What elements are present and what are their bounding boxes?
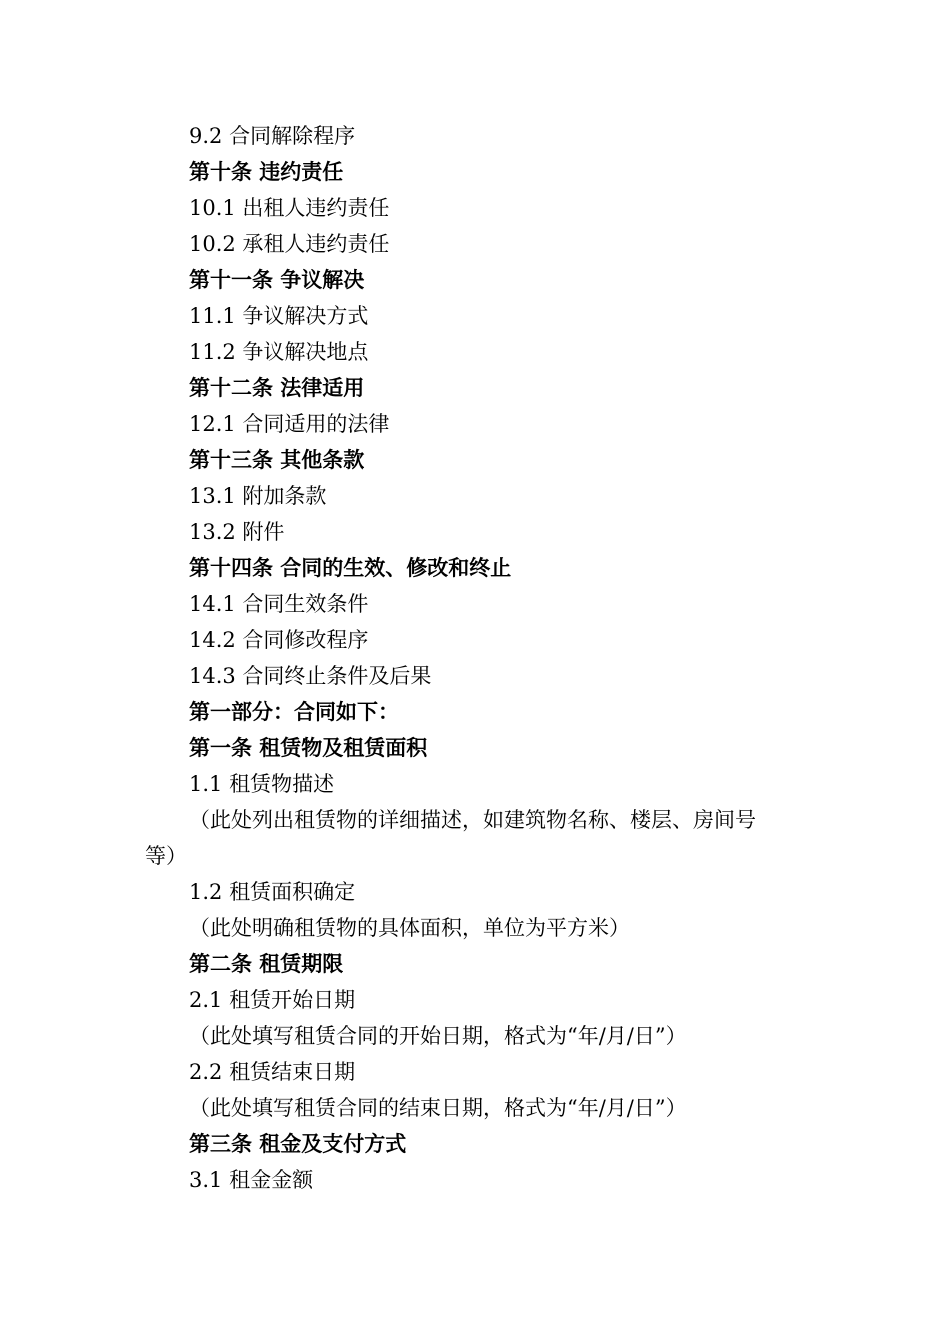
clause-item: 2.2 租赁结束日期 [189,1060,356,1084]
clause-item: 14.2 合同修改程序 [189,628,369,652]
clause-item: 14.1 合同生效条件 [189,592,369,616]
clause-item: 13.1 附加条款 [189,484,327,508]
clause-item: 2.1 租赁开始日期 [189,988,356,1012]
clause-item: 10.2 承租人违约责任 [189,232,390,256]
clause-item: 1.1 租赁物描述 [189,772,335,796]
article-heading: 第二条 租赁期限 [189,952,344,976]
clause-item: 1.2 租赁面积确定 [189,880,356,904]
clause-item: 10.1 出租人违约责任 [189,196,390,220]
clause-note-continuation: 等） [145,844,187,868]
clause-item: 9.2 合同解除程序 [189,124,356,148]
clause-item: 11.2 争议解决地点 [189,340,369,364]
clause-item: 12.1 合同适用的法律 [189,412,390,436]
clause-item: 11.1 争议解决方式 [189,304,369,328]
article-heading: 第三条 租金及支付方式 [189,1132,407,1156]
clause-note: （此处填写租赁合同的开始日期，格式为“年/月/日”） [189,1024,687,1048]
clause-note: （此处填写租赁合同的结束日期，格式为“年/月/日”） [189,1096,687,1120]
article-heading: 第十四条 合同的生效、修改和终止 [189,556,512,580]
article-heading: 第十条 违约责任 [189,160,344,184]
clause-item: 14.3 合同终止条件及后果 [189,664,432,688]
clause-note: （此处明确租赁物的具体面积，单位为平方米） [189,916,630,940]
article-heading: 第十二条 法律适用 [189,376,365,400]
article-heading: 第十一条 争议解决 [189,268,365,292]
clause-item: 3.1 租金金额 [189,1168,314,1192]
document-body [0,118,950,1198]
clause-note: （此处列出租赁物的详细描述，如建筑物名称、楼层、房间号 [189,808,756,832]
clause-item: 13.2 附件 [189,520,285,544]
article-heading: 第一条 租赁物及租赁面积 [189,736,428,760]
part-heading: 第一部分：合同如下： [189,700,399,724]
article-heading: 第十三条 其他条款 [189,448,365,472]
